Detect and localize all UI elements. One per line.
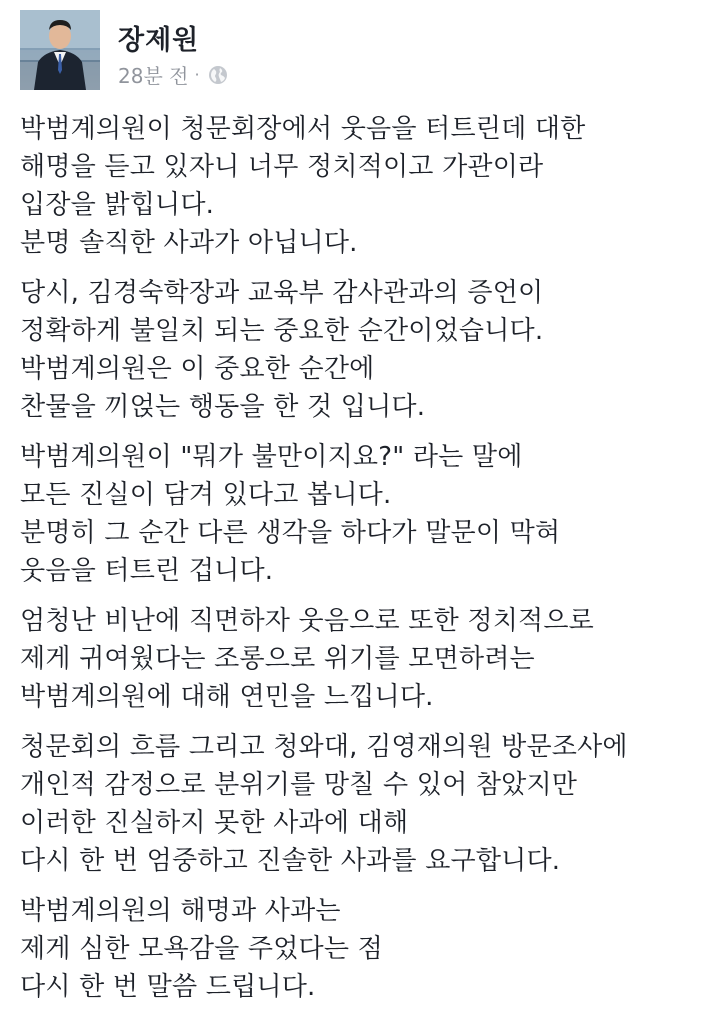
post-paragraph bbox=[20, 602, 710, 716]
post-text-line: 제게 귀여웠다는 조롱으로 위기를 모면하려는 bbox=[20, 644, 535, 674]
author-name[interactable]: 장제원 bbox=[118, 25, 200, 56]
avatar[interactable] bbox=[20, 10, 100, 90]
post-text-line: 당시, 김경숙학장과 교육부 감사관과의 증언이 bbox=[20, 278, 544, 308]
post-text-line: 분명 솔직한 사과가 아닙니다. bbox=[20, 228, 358, 258]
post-text-line: 정확하게 불일치 되는 중요한 순간이었습니다. bbox=[20, 316, 544, 346]
post-text-line: 웃음을 터트린 겁니다. bbox=[20, 556, 274, 586]
post-text-line: 다시 한 번 엄중하고 진솔한 사과를 요구합니다. bbox=[20, 846, 561, 876]
post-text-line: 박범계의원에 대해 연민을 느낍니다. bbox=[20, 682, 434, 712]
post-text-line: 박범계의원은 이 중요한 순간에 bbox=[20, 354, 375, 384]
post-text-line: 모든 진실이 담겨 있다고 봅니다. bbox=[20, 480, 392, 510]
post-paragraph bbox=[20, 728, 710, 880]
meta-separator: · bbox=[194, 65, 200, 84]
post-text-line: 청문회의 흐름 그리고 청와대, 김영재의원 방문조사에 bbox=[20, 732, 628, 762]
post-paragraph bbox=[20, 274, 710, 426]
post-text-line: 박범계의원이 "뭐가 불만이지요?" 라는 말에 bbox=[20, 442, 523, 472]
post-text-line: 박범계의원의 해명과 사과는 bbox=[20, 896, 341, 926]
post-text-line: 엄청난 비난에 직면하자 웃음으로 또한 정치적으로 bbox=[20, 606, 594, 636]
post-text-line: 개인적 감정으로 분위기를 망칠 수 있어 참았지만 bbox=[20, 770, 578, 800]
post-paragraph bbox=[20, 438, 710, 590]
post-header bbox=[20, 10, 700, 90]
post-meta bbox=[118, 60, 228, 89]
post-paragraph bbox=[20, 110, 710, 262]
post-text-line: 제게 심한 모욕감을 주었다는 점 bbox=[20, 934, 383, 964]
post-paragraph bbox=[20, 892, 710, 1006]
post-text-line: 이러한 진실하지 못한 사과에 대해 bbox=[20, 808, 409, 838]
avatar-portrait bbox=[20, 10, 100, 90]
post-text-line: 입장을 밝힙니다. bbox=[20, 190, 215, 220]
post-body bbox=[20, 110, 710, 1018]
post-text-line: 박범계의원이 청문회장에서 웃음을 터트린데 대한 bbox=[20, 114, 586, 144]
post-text-line: 찬물을 끼얹는 행동을 한 것 입니다. bbox=[20, 392, 426, 422]
post-text-line: 분명히 그 순간 다른 생각을 하다가 말문이 막혀 bbox=[20, 518, 561, 548]
post-timestamp[interactable]: 28분 전 bbox=[118, 64, 189, 88]
globe-icon[interactable] bbox=[208, 65, 228, 85]
post-text-line: 해명을 듣고 있자니 너무 정치적이고 가관이라 bbox=[20, 152, 544, 182]
post-text-line: 다시 한 번 말씀 드립니다. bbox=[20, 972, 316, 1002]
